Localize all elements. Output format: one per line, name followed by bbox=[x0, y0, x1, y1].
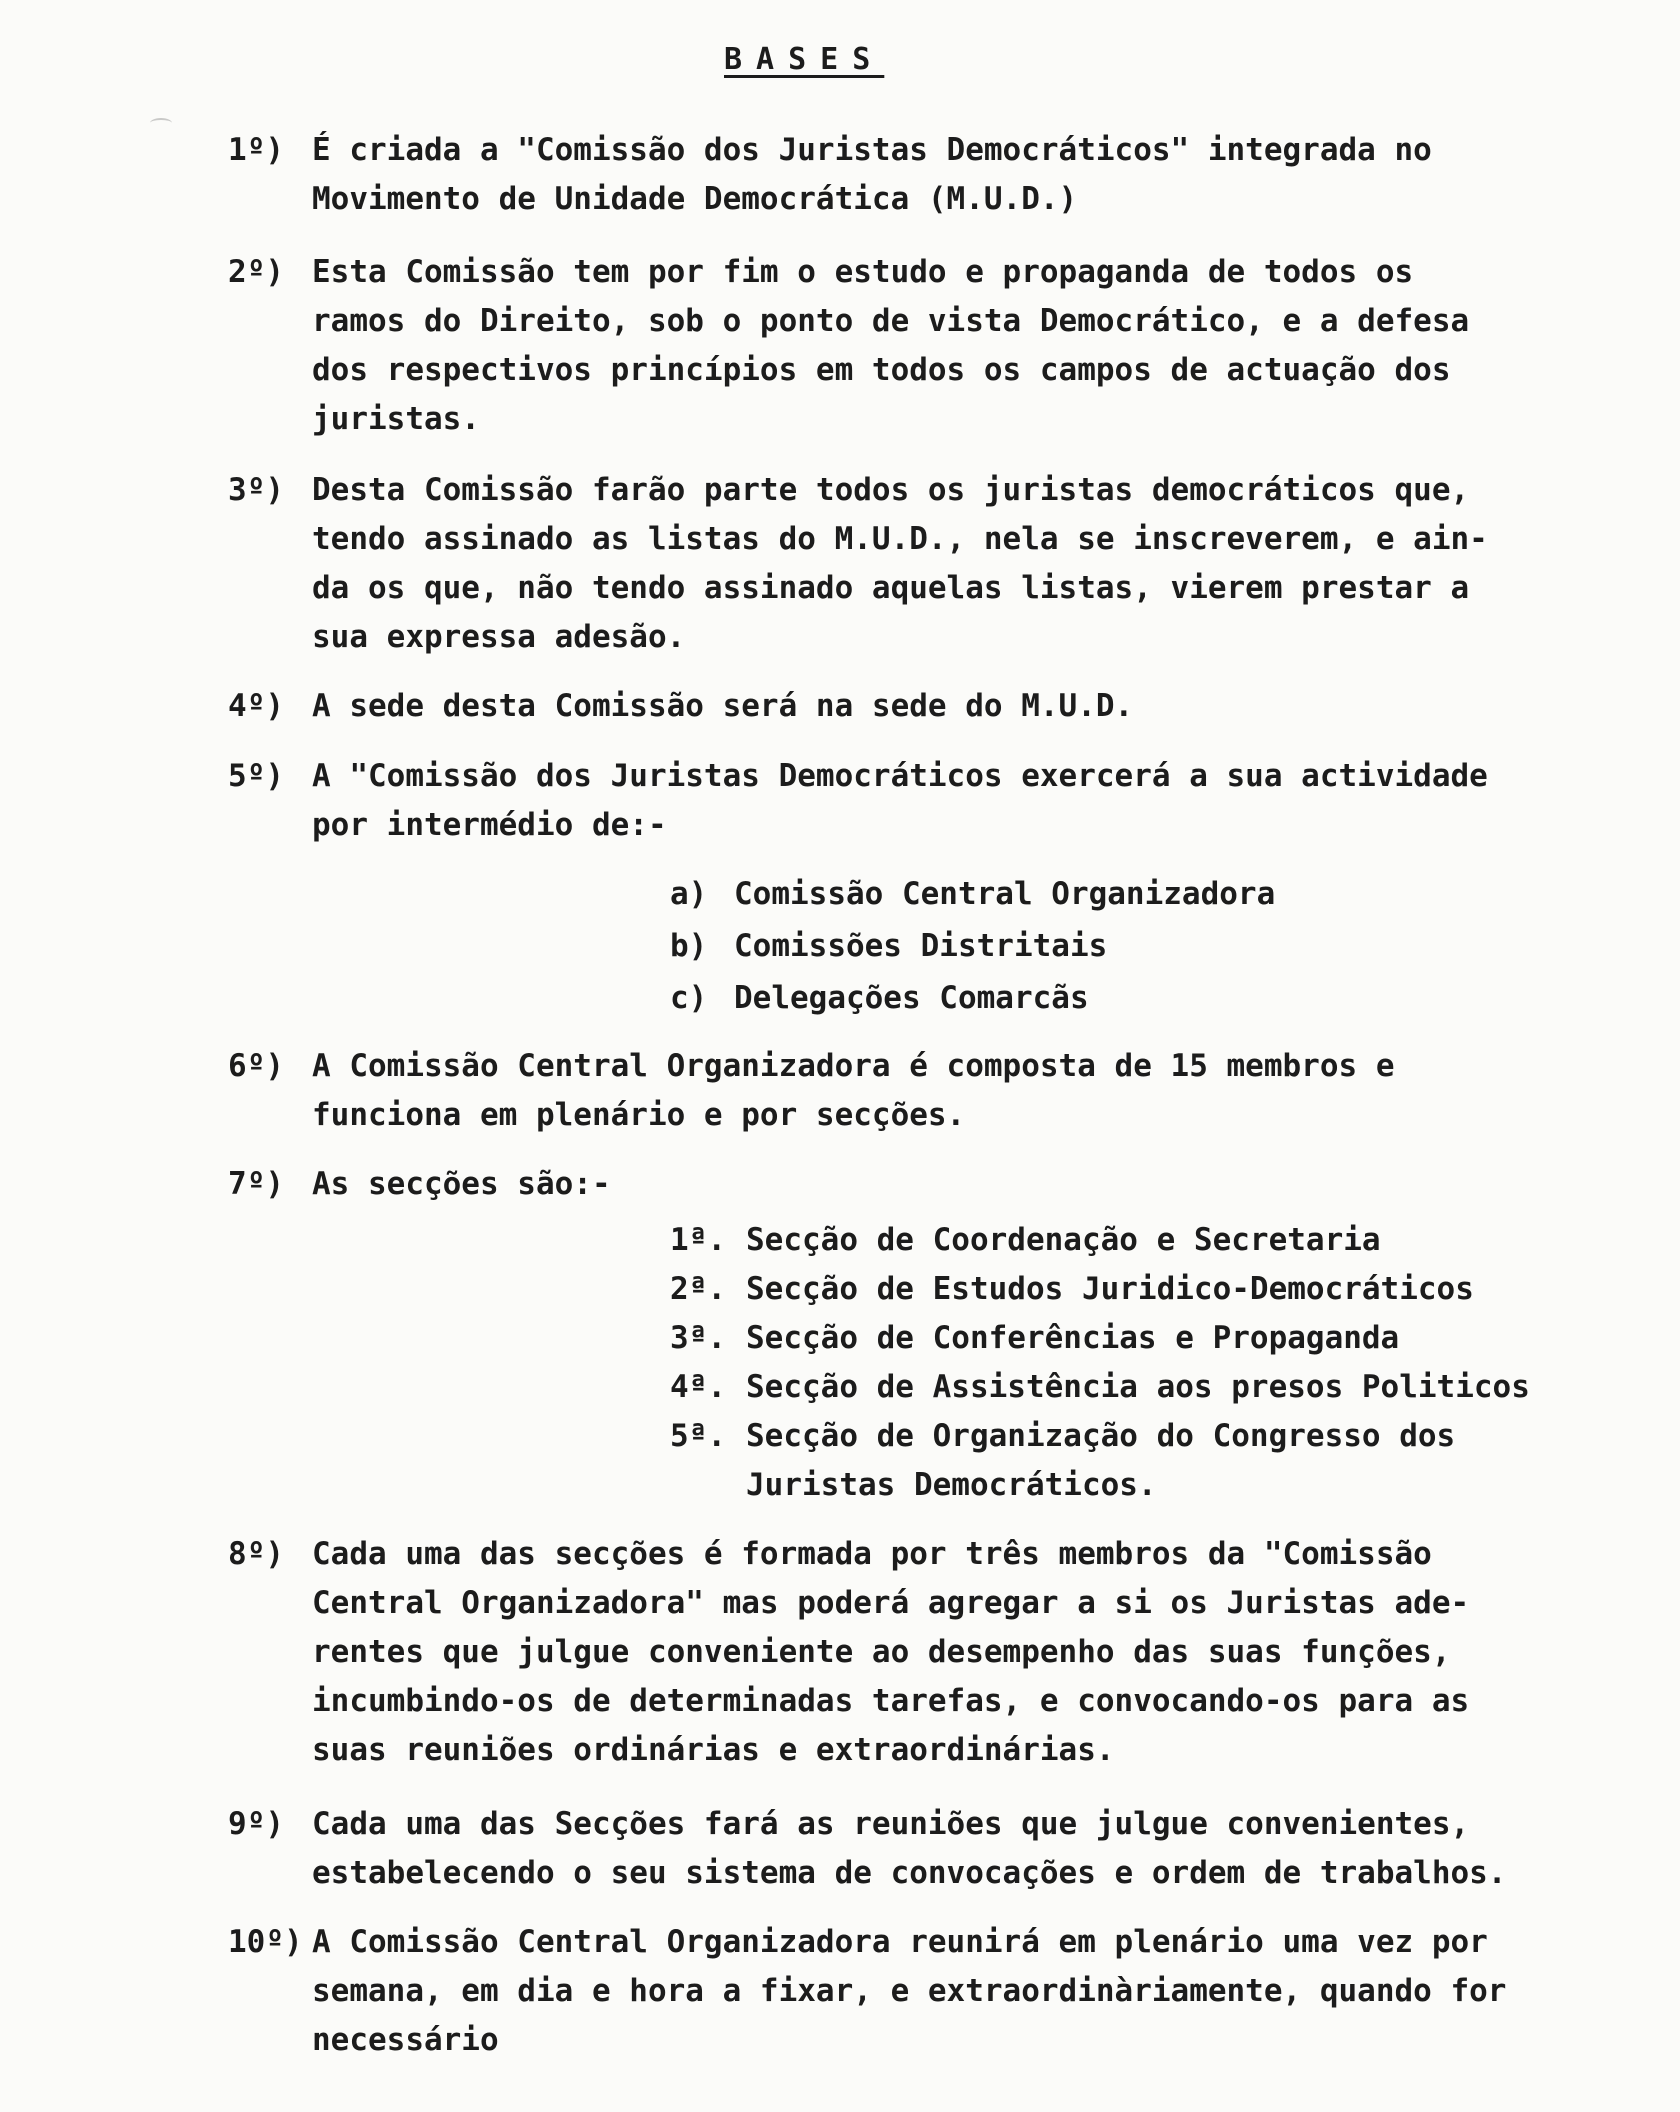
section-text: Secção de Estudos Juridico-Democráticos bbox=[746, 1271, 1474, 1307]
organ-text: Comissão Central Organizadora bbox=[734, 876, 1276, 912]
clause-text: A Comissão Central Organizadora é composta de 15 membros e funciona em plenário e por secções. bbox=[312, 1048, 1395, 1133]
clause-text: Cada uma das secções é formada por três membros da "Comissão Central Organizadora" mas poderá agregar a si os Juristas ade- rentes que julgue conveniente ao desempenho das suas funções, incumbindo-os de determinadas tarefas, e convocando-os para as suas reuniões ordinárias e extraordinárias. bbox=[312, 1536, 1470, 1768]
clause-text: As secções são:- bbox=[312, 1166, 611, 1202]
clause-text: É criada a "Comissão dos Juristas Democráticos" integrada no Movimento de Unidade Democrática (M.U.D.) bbox=[312, 132, 1432, 217]
clause-number: 8º) bbox=[228, 1536, 284, 1572]
section-label: 1ª. bbox=[670, 1222, 726, 1258]
stray-mark bbox=[150, 118, 172, 128]
clause-text: Desta Comissão farão parte todos os juristas democráticos que, tendo assinado as listas do M.U.D., nela se inscreverem, e ain- da os que, não tendo assinado aquelas listas, vierem prestar a sua expressa adesão. bbox=[312, 472, 1488, 655]
clause-number: 3º) bbox=[228, 472, 284, 508]
clause-number: 1º) bbox=[228, 132, 284, 168]
section-4 bbox=[670, 1363, 1530, 1412]
organ-text: Comissões Distritais bbox=[734, 928, 1108, 964]
section-label: 5ª. bbox=[670, 1418, 726, 1454]
clause-6 bbox=[228, 1042, 1588, 1140]
section-text: Secção de Organização do Congresso dos Juristas Democráticos. bbox=[746, 1418, 1456, 1503]
clause-4 bbox=[228, 682, 1588, 731]
clause-5 bbox=[228, 752, 1588, 850]
clause-number: 2º) bbox=[228, 254, 284, 290]
clause-number: 10º) bbox=[228, 1924, 303, 1960]
clause-number: 7º) bbox=[228, 1166, 284, 1202]
clause-number: 6º) bbox=[228, 1048, 284, 1084]
clause-text: A "Comissão dos Juristas Democráticos exercerá a sua actividade por intermédio de:- bbox=[312, 758, 1488, 843]
organ-b bbox=[670, 920, 1107, 972]
clause-text: A Comissão Central Organizadora reunirá em plenário uma vez por semana, em dia e hora a fixar, e extraordinàriamente, quando for necessário bbox=[312, 1924, 1507, 2058]
clause-text: Esta Comissão tem por fim o estudo e propaganda de todos os ramos do Direito, sob o ponto de vista Democrático, e a defesa dos respectivos princípios em todos os campos de actuação dos juristas. bbox=[312, 254, 1470, 437]
organ-c bbox=[670, 972, 1089, 1024]
clause-number: 4º) bbox=[228, 688, 284, 724]
section-text: Secção de Coordenação e Secretaria bbox=[746, 1222, 1381, 1258]
clause-10 bbox=[228, 1918, 1588, 2065]
clause-number: 5º) bbox=[228, 758, 284, 794]
organ-text: Delegações Comarcãs bbox=[734, 980, 1089, 1016]
section-label: 2ª. bbox=[670, 1271, 726, 1307]
section-5 bbox=[670, 1412, 1590, 1510]
organ-label: c) bbox=[670, 980, 708, 1016]
organ-label: a) bbox=[670, 876, 708, 912]
clause-9 bbox=[228, 1800, 1588, 1898]
clause-number: 9º) bbox=[228, 1806, 284, 1842]
clause-2 bbox=[228, 248, 1588, 444]
section-label: 3ª. bbox=[670, 1320, 726, 1356]
section-text: Secção de Assistência aos presos Politicos bbox=[746, 1369, 1530, 1405]
section-2 bbox=[670, 1265, 1474, 1314]
section-3 bbox=[670, 1314, 1399, 1363]
section-1 bbox=[670, 1216, 1381, 1265]
organ-label: b) bbox=[670, 928, 708, 964]
organ-a bbox=[670, 868, 1275, 920]
clause-text: Cada uma das Secções fará as reuniões que julgue convenientes, estabelecendo o seu sistema de convocações e ordem de trabalhos. bbox=[312, 1806, 1507, 1891]
clause-3 bbox=[228, 466, 1588, 662]
section-label: 4ª. bbox=[670, 1369, 726, 1405]
document-title: BASES bbox=[724, 42, 885, 77]
clause-7 bbox=[228, 1160, 1588, 1209]
section-text: Secção de Conferências e Propaganda bbox=[746, 1320, 1400, 1356]
clause-8 bbox=[228, 1530, 1588, 1775]
clause-text: A sede desta Comissão será na sede do M.U.D. bbox=[312, 688, 1134, 724]
clause-1 bbox=[228, 126, 1588, 224]
